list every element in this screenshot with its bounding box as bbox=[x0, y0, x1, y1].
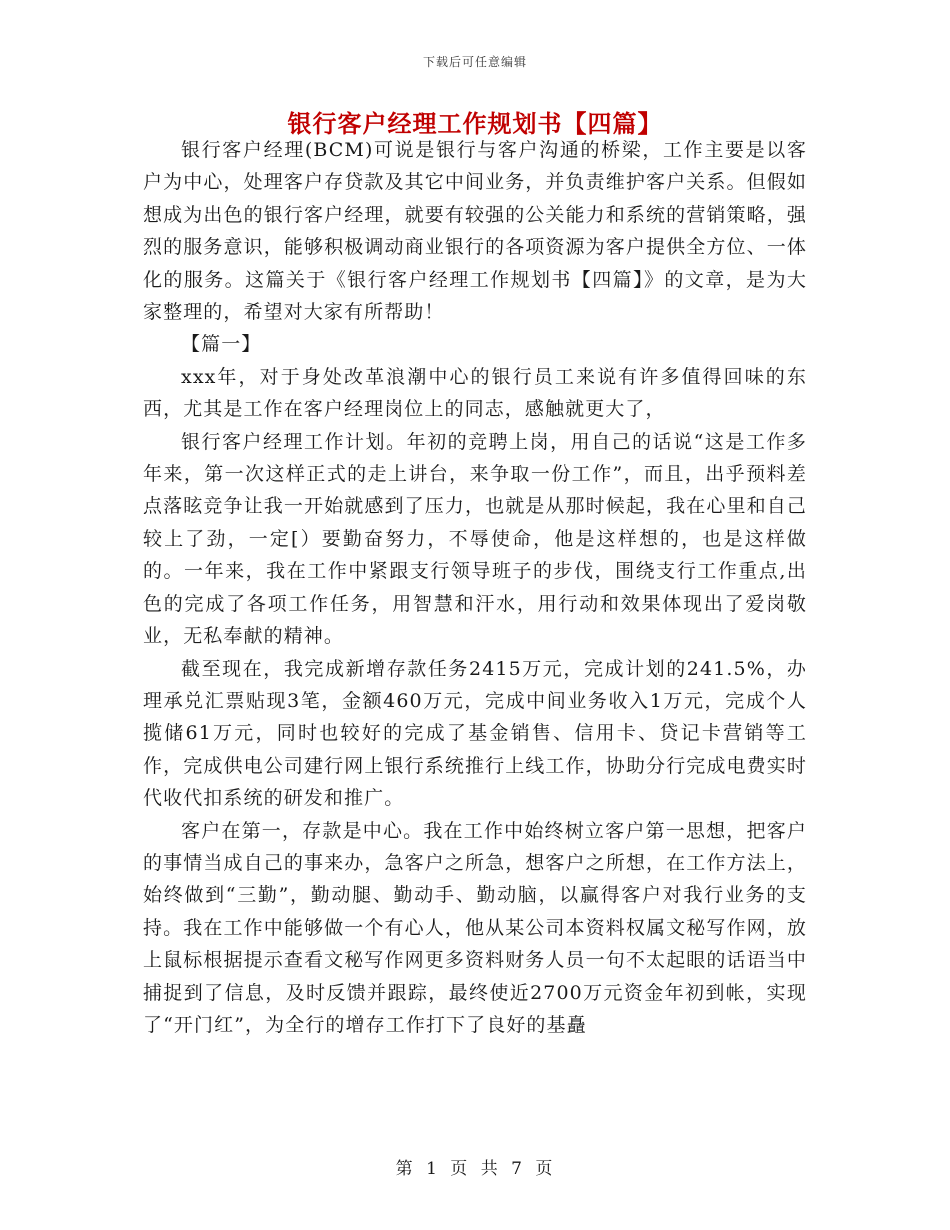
page-number-footer: 第 1 页 共 7 页 bbox=[395, 1159, 555, 1179]
header-note: 下载后可任意编辑 bbox=[422, 55, 527, 69]
paragraph-intro: 银行客户经理(BCM)可说是银行与客户沟通的桥梁，工作主要是以客户为中心，处理客户存贷款及其它中间业务，并负责维护客户关系。但假如想成为出色的银行客户经理，就要有较强的公关能力和系统的营销策略，强烈的服务意识，能够积极调动商业银行的各项资源为客户提供全方位、一体化的服务。这篇关于《银行客户经理工作规划书【四篇】》的文章，是为大家整理的，希望对大家有所帮助！ bbox=[143, 139, 807, 324]
paragraph: xxx年，对于身处改革浪潮中心的银行员工来说有许多值得回味的东西，尤其是工作在客户经理岗位上的同志，感触就更大了， bbox=[143, 365, 807, 421]
paragraph: 银行客户经理工作计划。年初的竞聘上岗，用自己的话说“这是工作多年来，第一次这样正式的走上讲台，来争取一份工作”，而且，出乎预料差点落眩竞争让我一开始就感到了压力，也就是从那时候起，我在心里和自己较上了劲，一定[）要勤奋努力，不辱使命，他是这样想的，也是这样做的。一年来，我在工作中紧跟支行领导班子的步伐，围绕支行工作重点,出色的完成了各项工作任务，用智慧和汗水，用行动和效果体现出了爱岗敬业，无私奉献的精神。 bbox=[143, 430, 807, 648]
paragraph: 客户在第一，存款是中心。我在工作中始终树立客户第一思想，把客户的事情当成自己的事来办，急客户之所急，想客户之所想，在工作方法上，始终做到“三勤”，勤动腿、勤动手、勤动脑，以赢得客户对我行业务的支持。我在工作中能够做一个有心人，他从某公司本资料权属文秘写作网，放上鼠标根据提示查看文秘写作网更多资料财务人员一句不太起眼的话语当中捕捉到了信息，及时反馈并跟踪，最终使近2700万元资金年初到帐，实现了“开门红”，为全行的增存工作打下了良好的基矗 bbox=[143, 819, 807, 1036]
document-title: 银行客户经理工作规划书【四篇】 bbox=[287, 109, 663, 138]
paragraph: 截至现在，我完成新增存款任务2415万元，完成计划的241.5%，办理承兑汇票贴现3笔，金额460万元，完成中间业务收入1万元，完成个人揽储61万元，同时也较好的完成了基金销售、信用卡、贷记卡营销等工作，完成供电公司建行网上银行系统推行上线工作，协助分行完成电费实时代收代扣系统的研发和推广。 bbox=[143, 657, 807, 810]
section-heading: 【篇一】 bbox=[181, 333, 262, 356]
document-body bbox=[143, 134, 807, 1041]
